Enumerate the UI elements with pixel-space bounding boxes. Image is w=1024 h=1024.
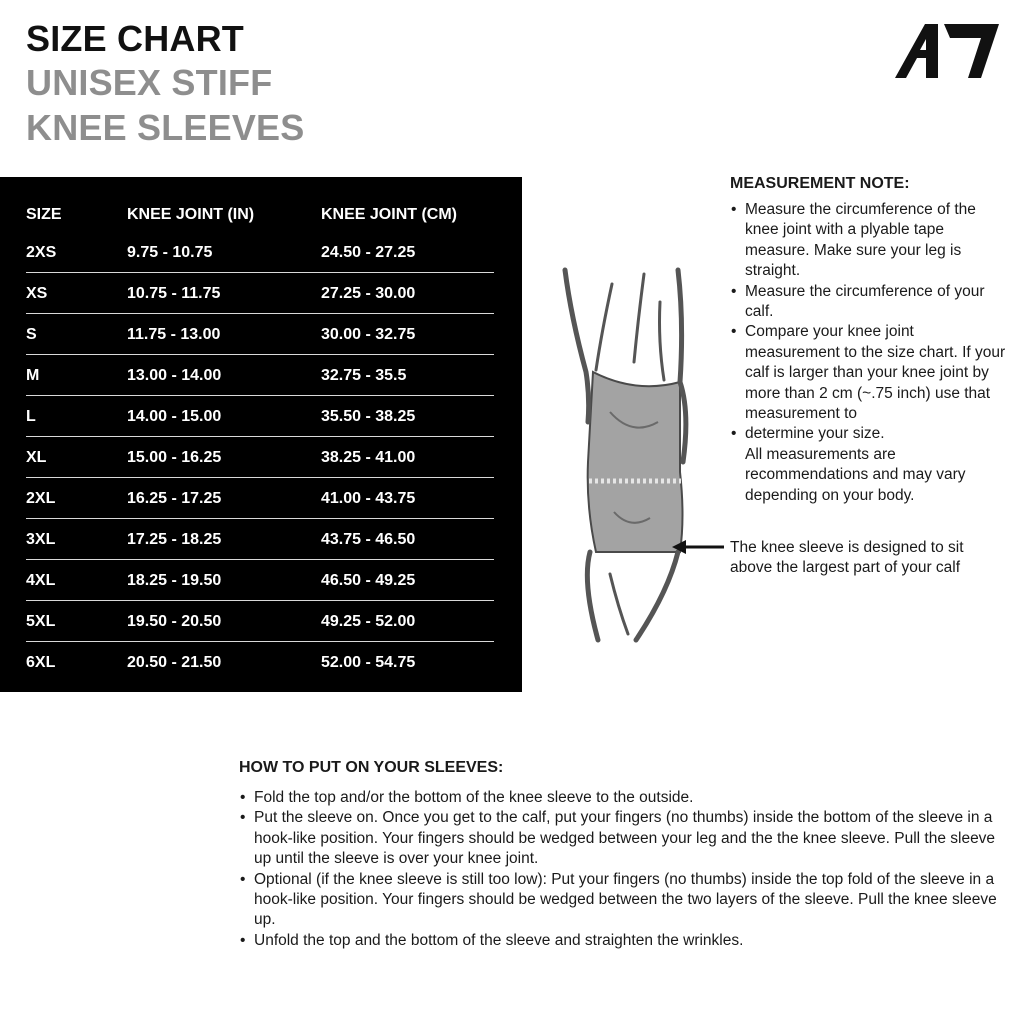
measurement-note — [730, 174, 1010, 506]
knee-in-cell: 14.00 - 15.00 — [127, 407, 222, 425]
page-title: SIZE CHART — [26, 18, 244, 59]
how-to-heading: HOW TO PUT ON YOUR SLEEVES: — [239, 759, 504, 776]
measurement-note-heading: MEASUREMENT NOTE: — [730, 175, 910, 192]
knee-cm-cell: 24.50 - 27.25 — [321, 243, 416, 261]
knee-in-cell: 13.00 - 14.00 — [127, 366, 222, 384]
table-header — [0, 201, 522, 229]
size-cell: L — [26, 407, 36, 425]
knee-in-cell: 11.75 - 13.00 — [127, 325, 221, 343]
table-row — [0, 642, 522, 683]
knee-sleeve-illustration-icon — [540, 262, 740, 647]
how-to-section — [239, 758, 1009, 951]
size-cell: S — [26, 325, 37, 343]
size-cell: 6XL — [26, 653, 56, 671]
arrow-left-icon — [672, 539, 728, 555]
knee-cm-cell: 35.50 - 38.25 — [321, 407, 416, 425]
table-row — [0, 355, 522, 396]
table-row — [0, 396, 522, 437]
measurement-bullet: • Measure the circumference of your calf. — [730, 282, 1010, 323]
knee-cm-cell: 38.25 - 41.00 — [321, 448, 416, 466]
knee-cm-cell: 27.25 - 30.00 — [321, 284, 416, 302]
knee-in-cell: 18.25 - 19.50 — [127, 571, 222, 589]
brand-logo-icon — [895, 24, 999, 78]
table-row — [0, 478, 522, 519]
measurement-bullet: • determine your size. — [730, 424, 1010, 444]
measurement-bullet: • Measure the circumference of the knee joint with a plyable tape measure. Make sure your leg is straight. — [730, 200, 1010, 282]
size-cell: M — [26, 366, 40, 384]
how-to-bullet: • Optional (if the knee sleeve is still too low): Put your fingers (no thumbs) inside the top fold of the sleeve in a hook-like position. Your fingers should be wedged between the two layers of the sleeve. Pull the knee sleeve up. — [239, 870, 1009, 931]
header-knee-in: KNEE JOINT (IN) — [127, 206, 255, 223]
knee-cm-cell: 41.00 - 43.75 — [321, 489, 416, 507]
table-row — [0, 601, 522, 642]
how-to-bullet: • Put the sleeve on. Once you get to the calf, put your fingers (no thumbs) inside the bottom of the sleeve in a hook-like position. Your fingers should be wedged between your leg and the the knee sleeve. Pull the sleeve up until the sleeve is over your knee joint. — [239, 808, 1009, 869]
knee-in-cell: 19.50 - 20.50 — [127, 612, 222, 630]
how-to-bullet: • Unfold the top and the bottom of the sleeve and straighten the wrinkles. — [239, 931, 1009, 951]
size-cell: 3XL — [26, 530, 56, 548]
table-row — [0, 519, 522, 560]
knee-cm-cell: 30.00 - 32.75 — [321, 325, 416, 343]
measurement-note-continuation: All measurements are recommendations and may vary depending on your body. — [745, 445, 966, 504]
size-chart-table — [0, 177, 522, 692]
knee-cm-cell: 46.50 - 49.25 — [321, 571, 416, 589]
knee-in-cell: 20.50 - 21.50 — [127, 653, 222, 671]
knee-in-cell: 10.75 - 11.75 — [127, 284, 221, 302]
header-size: SIZE — [26, 206, 62, 223]
knee-in-cell: 17.25 - 18.25 — [127, 530, 222, 548]
knee-cm-cell: 49.25 - 52.00 — [321, 612, 416, 630]
header-knee-cm: KNEE JOINT (CM) — [321, 206, 457, 223]
size-cell: XL — [26, 448, 47, 466]
knee-in-cell: 16.25 - 17.25 — [127, 489, 222, 507]
table-row — [0, 273, 522, 314]
knee-cm-cell: 43.75 - 46.50 — [321, 530, 416, 548]
table-row — [0, 437, 522, 478]
table-row — [0, 560, 522, 601]
how-to-bullet: • Fold the top and/or the bottom of the knee sleeve to the outside. — [239, 788, 1009, 808]
size-cell: 2XS — [26, 243, 57, 261]
size-cell: 2XL — [26, 489, 56, 507]
size-cell: XS — [26, 284, 48, 302]
table-row — [0, 232, 522, 273]
knee-cm-cell: 32.75 - 35.5 — [321, 366, 407, 384]
subtitle-line-2: KNEE SLEEVES — [26, 107, 305, 148]
size-cell: 5XL — [26, 612, 56, 630]
knee-cm-cell: 52.00 - 54.75 — [321, 653, 416, 671]
table-row — [0, 314, 522, 355]
sleeve-position-callout: The knee sleeve is designed to sit above the largest part of your calf — [730, 539, 964, 577]
knee-in-cell: 9.75 - 10.75 — [127, 243, 213, 261]
knee-in-cell: 15.00 - 16.25 — [127, 448, 222, 466]
measurement-bullet: • Compare your knee joint measurement to the size chart. If your calf is larger than your knee joint by more than 2 cm (~.75 inch) use that measurement to — [730, 322, 1010, 424]
size-cell: 4XL — [26, 571, 56, 589]
subtitle-line-1: UNISEX STIFF — [26, 62, 273, 103]
